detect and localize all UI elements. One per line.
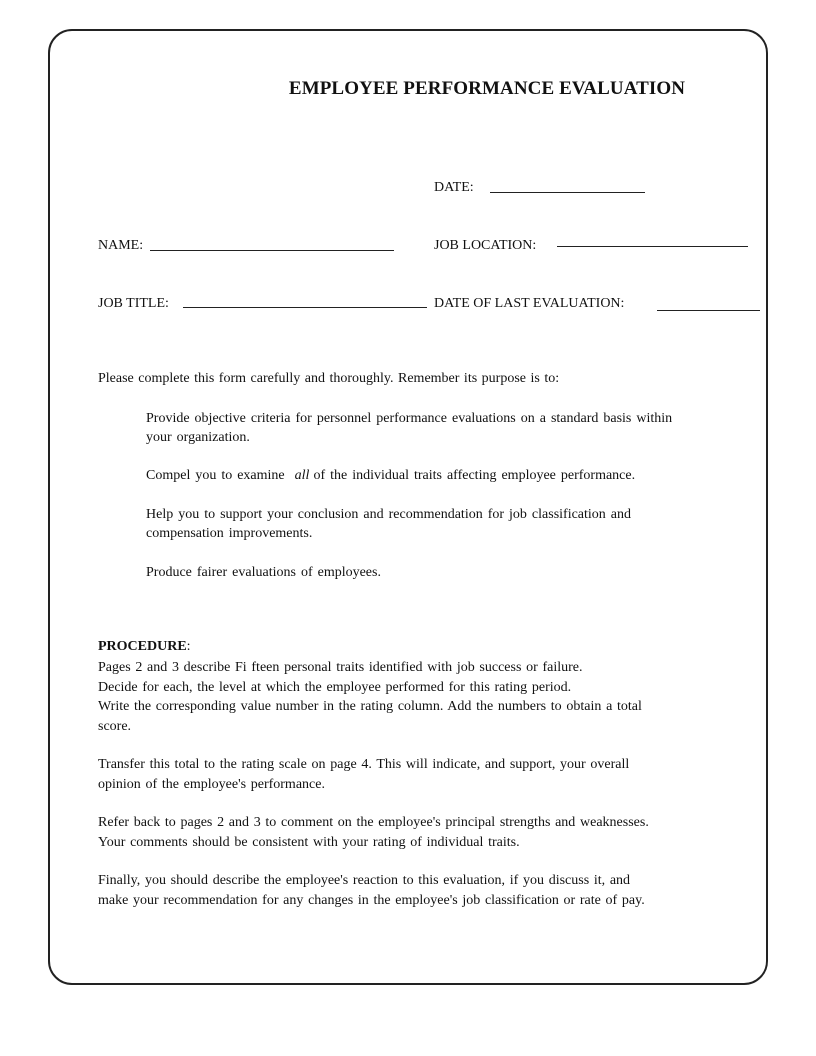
procedure-line: score. bbox=[98, 718, 132, 734]
procedure-paragraph bbox=[98, 658, 698, 736]
procedure-line: Pages 2 and 3 describe Fi fteen personal traits identified with job success or failure. bbox=[98, 660, 583, 675]
last-evaluation-field[interactable] bbox=[657, 310, 760, 311]
procedure-line: Finally, you should describe the employee's reaction to this evaluation, if you discuss it, and bbox=[98, 873, 631, 888]
job-location-field[interactable] bbox=[557, 246, 748, 247]
date-field[interactable] bbox=[490, 192, 645, 193]
procedure-paragraph bbox=[98, 871, 698, 910]
job-location-label: JOB LOCATION: bbox=[434, 238, 537, 253]
procedure-line: make your recommendation for any changes in the employee's job classification or rate of pay. bbox=[98, 892, 645, 908]
name-label: NAME: bbox=[98, 238, 144, 253]
purpose-text: of the individual traits affecting employee performance. bbox=[313, 468, 636, 483]
form-title: EMPLOYEE PERFORMANCE EVALUATION bbox=[288, 78, 686, 99]
procedure-paragraph bbox=[98, 755, 698, 794]
procedure-line: Refer back to pages 2 and 3 to comment on the employee's principal strengths and weaknesses. bbox=[98, 815, 649, 830]
procedure-heading-colon: : bbox=[186, 639, 191, 654]
procedure-line: Write the corresponding value number in the rating column. Add the numbers to obtain a total bbox=[98, 699, 642, 714]
procedure-heading-text: PROCEDURE bbox=[98, 639, 187, 654]
procedure-line: Decide for each, the level at which the employee performed for this rating period. bbox=[98, 679, 572, 695]
name-field[interactable] bbox=[150, 250, 394, 251]
job-title-field[interactable] bbox=[183, 307, 427, 308]
purpose-item: Provide objective criteria for personnel performance evaluations on a standard basis within your organization. bbox=[146, 411, 673, 445]
purpose-item bbox=[146, 466, 676, 485]
procedure-heading bbox=[98, 639, 191, 655]
procedure-line: Transfer this total to the rating scale on page 4. This will indicate, and support, your overall bbox=[98, 757, 630, 772]
purpose-item: Help you to support your conclusion and recommendation for job classification and compensation improvements. bbox=[146, 507, 632, 541]
procedure-line: Your comments should be consistent with your rating of individual traits. bbox=[98, 834, 520, 850]
purpose-text: Compel you to examine bbox=[146, 468, 285, 483]
procedure-paragraph bbox=[98, 813, 698, 852]
purpose-item: Produce fairer evaluations of employees. bbox=[146, 565, 381, 580]
last-evaluation-label: DATE OF LAST EVALUATION: bbox=[434, 296, 625, 311]
procedure-line: opinion of the employee's performance. bbox=[98, 776, 325, 792]
date-label: DATE: bbox=[434, 180, 474, 195]
purpose-emphasis: all bbox=[294, 468, 310, 483]
job-title-label: JOB TITLE: bbox=[98, 296, 169, 311]
intro-text: Please complete this form carefully and thoroughly. Remember its purpose is to: bbox=[98, 371, 560, 386]
